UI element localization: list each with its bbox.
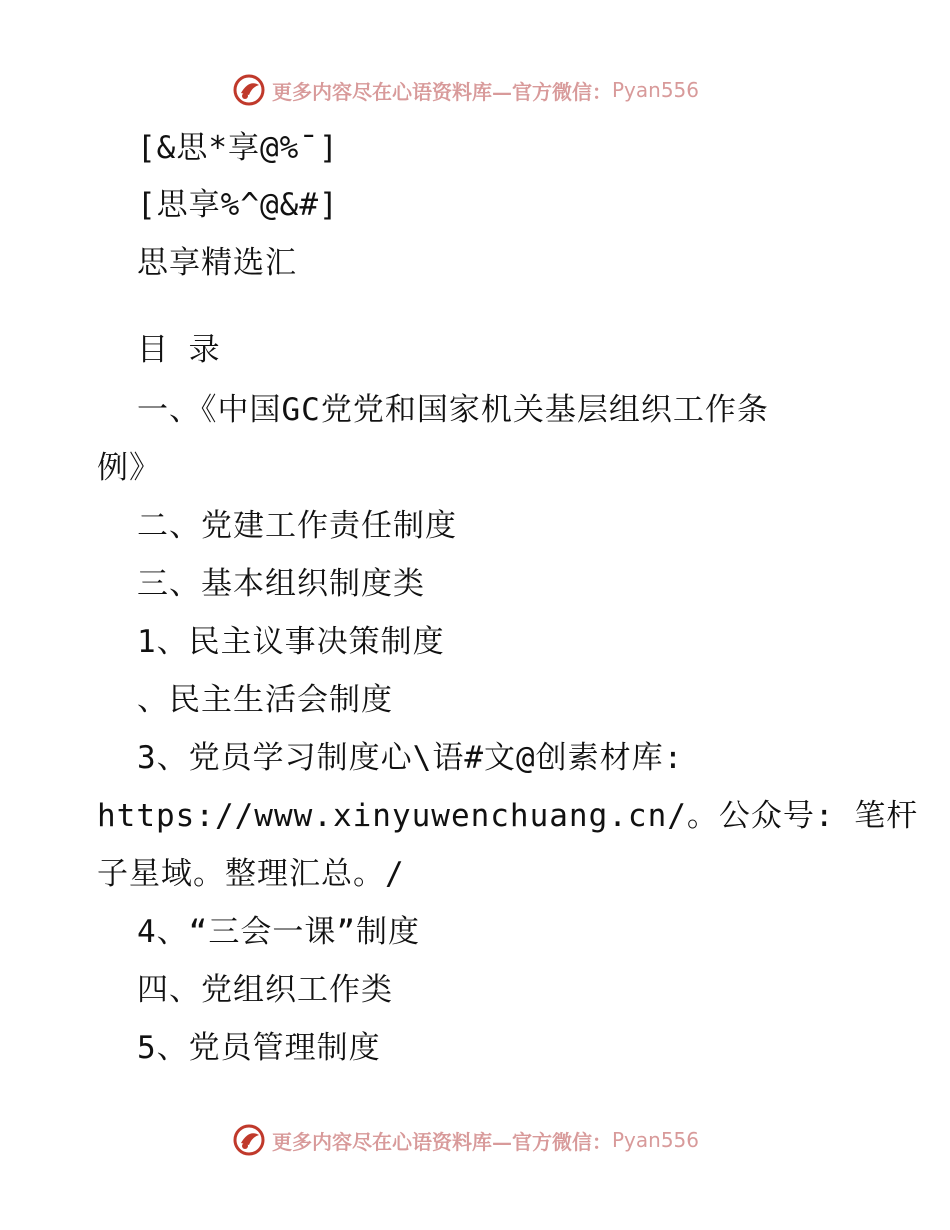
toc-subitem-3: 3、党员学习制度心\语#文@创素材库: [137,740,684,776]
toc-subitem-3-continued: https://www.xinyuwenchuang.cn/。公众号: 笔杆 [97,798,919,834]
footer-watermark-text: 更多内容尽在心语资料库—官方微信： [272,1129,612,1154]
toc-subitem-1: 1、民主议事决策制度 [137,624,445,660]
toc-subitem-5: 5、党员管理制度 [137,1030,381,1066]
brand-logo-icon [232,73,266,107]
toc-item-3: 三、基本组织制度类 [137,566,425,602]
footer-watermark-banner [232,1120,699,1160]
brand-logo-icon [232,1123,266,1157]
code-line-2: [思享%^@&#] [137,187,339,223]
toc-subitem-2: 、民主生活会制度 [137,682,393,718]
header-watermark-banner [232,70,699,110]
header-wechat-id: Pyan556 [612,78,700,102]
toc-item-4: 四、党组织工作类 [137,972,393,1008]
header-watermark-text: 更多内容尽在心语资料库—官方微信： [272,79,612,104]
toc-item-1-continued: 例》 [97,450,161,486]
code-line-1: [&思*享@%¯] [137,130,339,166]
collection-title: 思享精选汇 [137,245,297,281]
toc-item-2: 二、党建工作责任制度 [137,508,457,544]
footer-wechat-id: Pyan556 [612,1128,700,1152]
toc-subitem-3-continued-2: 子星域。整理汇总。/ [97,856,405,892]
toc-heading: 目 录 [137,332,221,368]
toc-item-1: 一、《中国GC党党和国家机关基层组织工作条 [137,392,769,428]
toc-subitem-4: 4、“三会一课”制度 [137,914,420,950]
